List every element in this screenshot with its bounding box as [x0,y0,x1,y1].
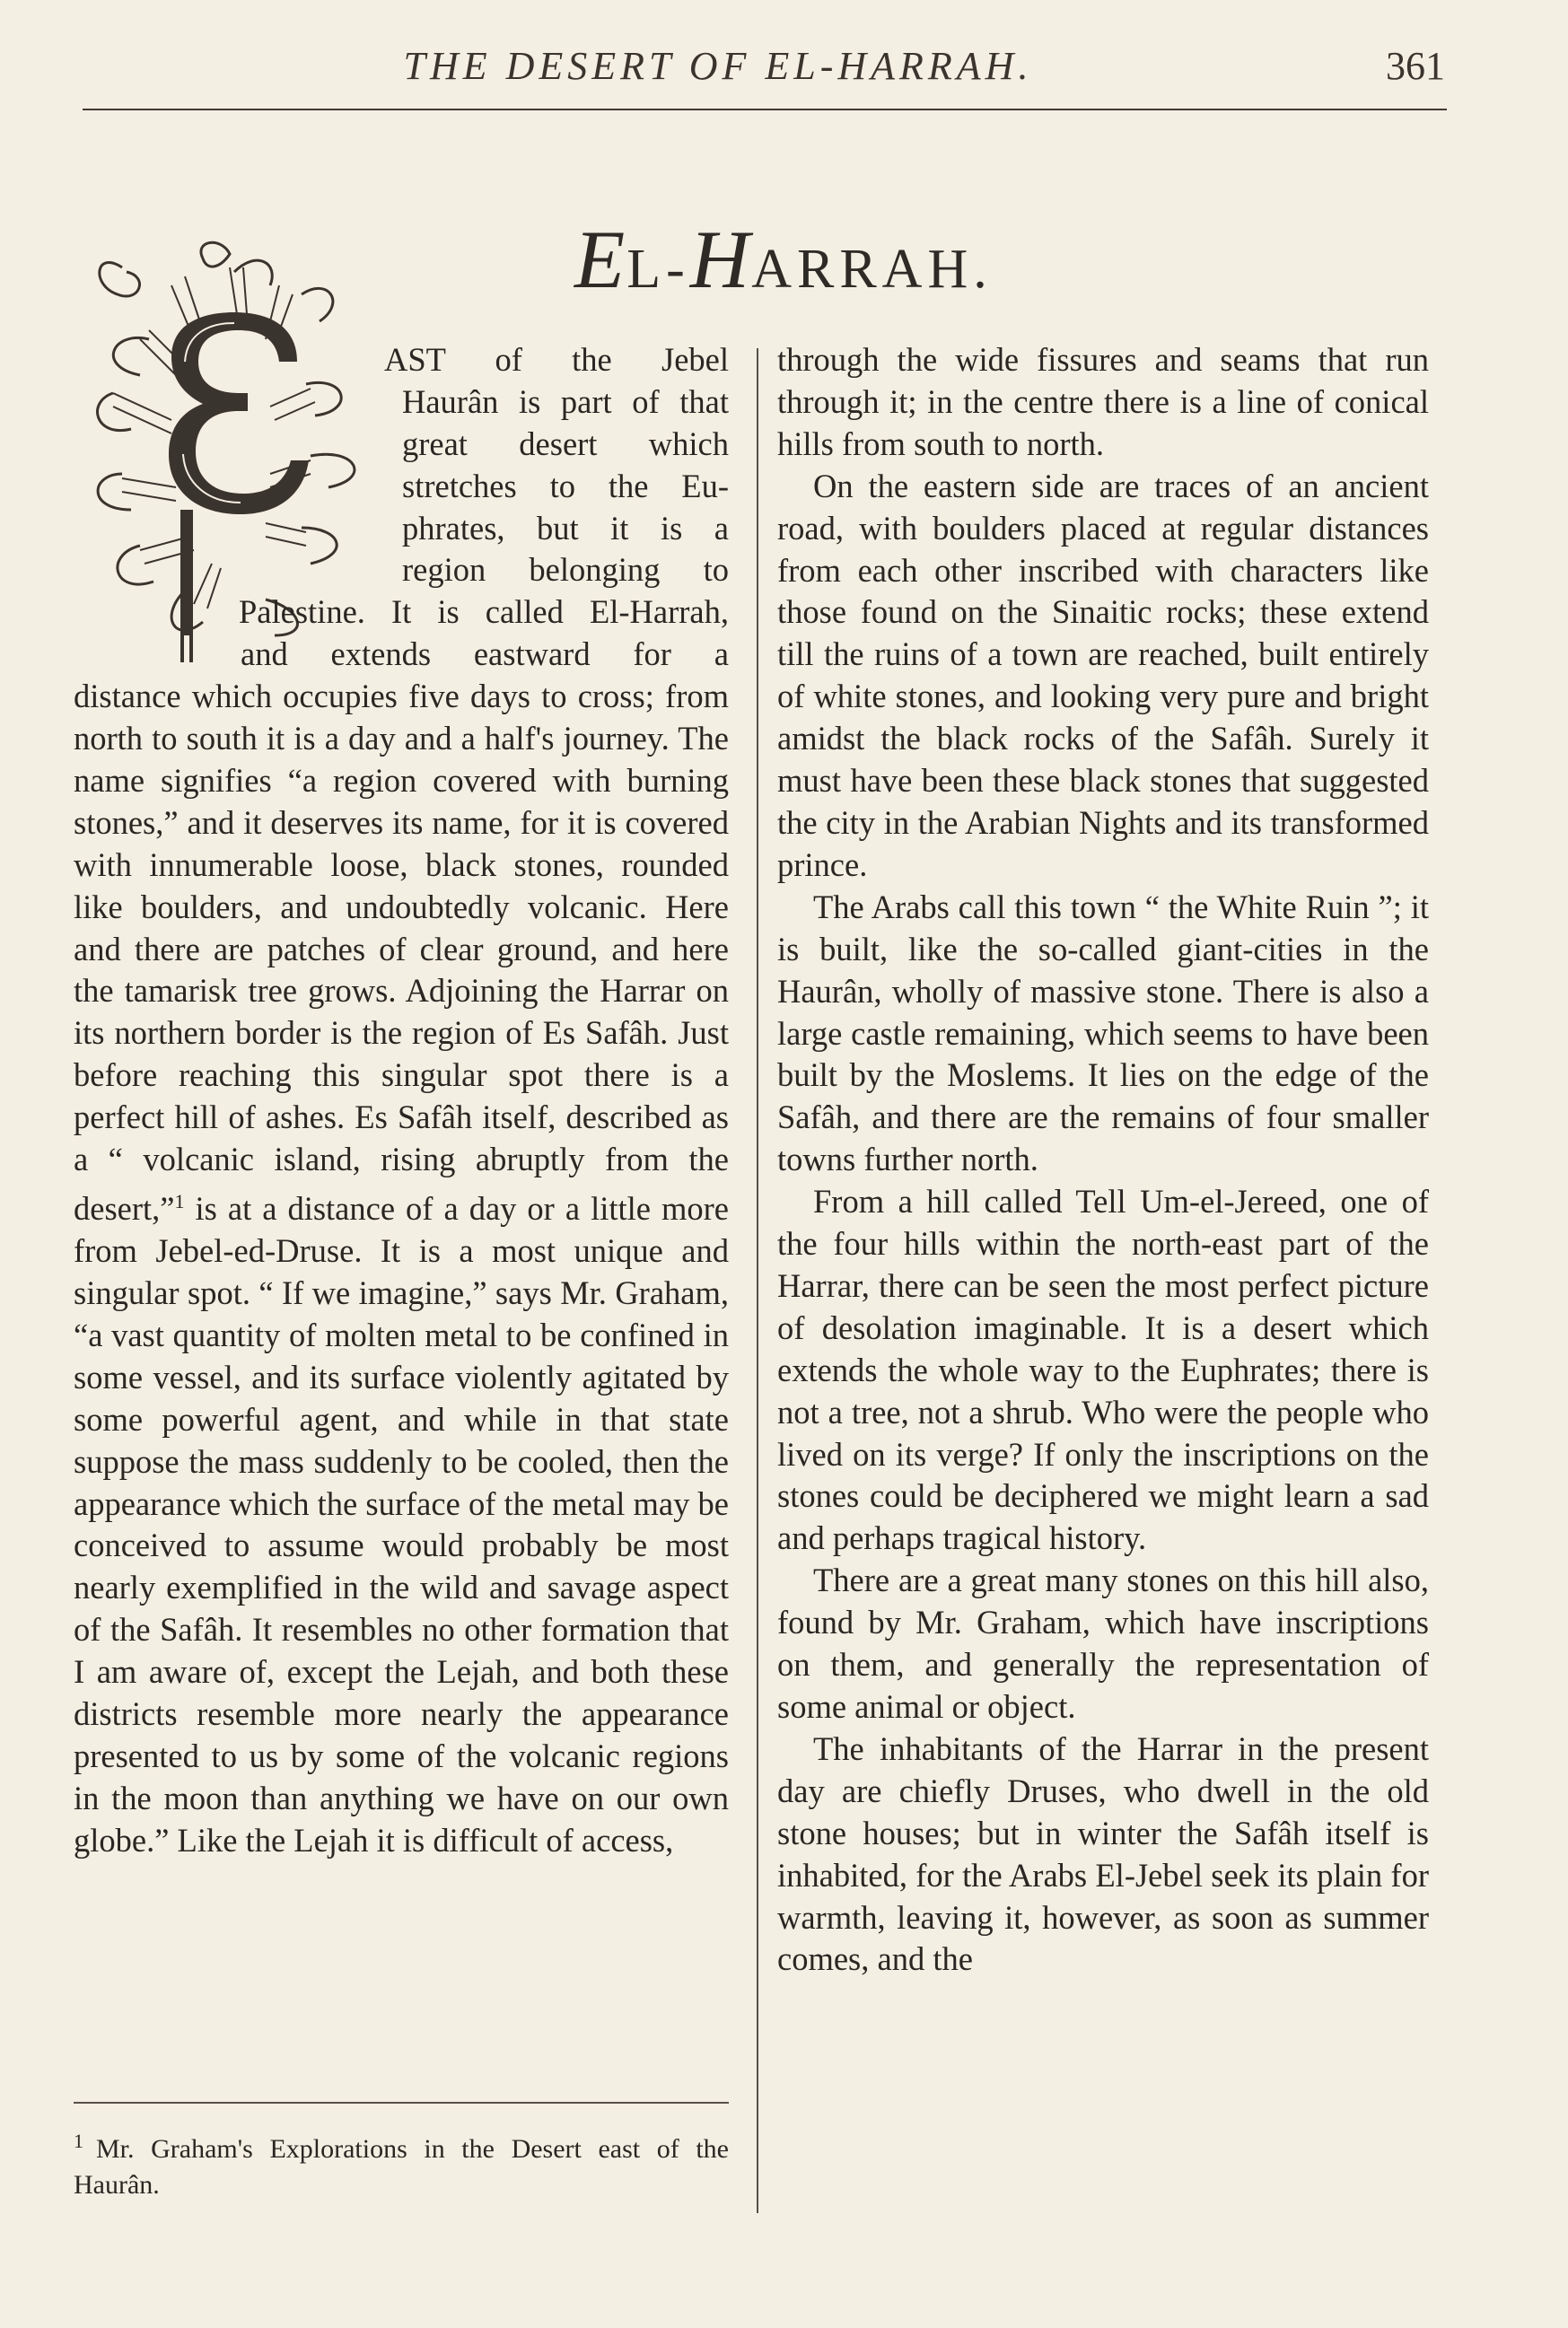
chapter-title-part-2: ARRAH. [751,239,993,300]
column-divider [757,348,758,2213]
left-column-paragraph [74,676,729,1862]
right-paragraph-6: The inhabitants of the Harrar in the present day are chiefly Druses, who dwell in the old stone houses; but in winter the Safâh itself is inhabited, for the Arabs El-Jebel seek its plain for warmth, leaving it, however, as soon as summer comes, and the [777,1729,1429,1978]
right-paragraph-2: On the eastern side are traces of an ancient road, with boulders placed at regular distances from each other inscribed with characters like those found on the Sinaitic rocks; these extend till the ruins of a town are reached, built entirely of white stones, and looking very pure and bright amidst the black rocks of the Safâh. Surely it must have been these black stones that suggested the city in the Arabian Nights and its transformed prince. [777,467,1429,883]
footnote [74,2123,729,2203]
footnote-number: 1 [74,2130,83,2152]
right-paragraph-5: There are a great many stones on this hill also, found by Mr. Graham, which have inscriptions on them, and generally the representation of some animal or object. [777,1562,1429,1725]
chapter-title [574,212,993,307]
chapter-title-part-1: L- [626,239,690,300]
dropcap-line-3: great desert which [402,424,729,462]
footnote-rule [74,2102,729,2104]
chapter-title-initial-1: E [574,214,627,305]
right-paragraph-1: through the wide fissures and seams that run through it; in the centre there is a line of conical hills from south to north. [777,341,1429,462]
left-column-text-1: distance which occupies five days to cross; from north to south it is a day and a half's journey. The name signifies “a region covered with burning stones,” and it deserves its name, for it is covered with innumerable loose, black stones, rounded like boulders, and undoubtedly volcanic. Here and there are patches of clear ground, and here the tamarisk tree grows. Adjoining the Harrar on its northern border is the region of Es Safâh. Just before reaching this singular spot there is a perfect hill of ashes. Es Safâh itself, described as a “ volcanic island, rising abruptly from the desert,” [74,678,729,1228]
running-head-title: THE DESERT OF EL-HARRAH. [403,44,1033,88]
dropcap-line-1: AST of the Jebel [384,341,729,378]
dropcap-line-2: Haurân is part of that [402,382,729,420]
dropcap-line-7: Palestine. It is called El-Harrah, [239,593,729,631]
left-column [74,339,729,1862]
chapter-title-initial-2: H [689,214,752,305]
footnote-reference: 1 [174,1190,185,1212]
header-rule [83,109,1447,110]
page-number: 361 [1386,44,1445,88]
dropcap-line-4: stretches to the Eu- [402,467,729,504]
right-paragraph-3: The Arabs call this town “ the White Ruin ”; it is built, like the so-called giant-cities in the Haurân, wholly of massive stone. There is also a large castle remaining, which seems to have been built by the Moslems. It lies on the edge of the Safâh, and there are the remains of four smaller towns further north. [777,888,1429,1178]
dropcap-line-5: phrates, but it is a [402,509,729,547]
footnote-text: Mr. Graham's Explorations in the Desert east of the Haurân. [74,2134,729,2200]
right-paragraph-4: From a hill called Tell Um-el-Jereed, one of the four hills within the north-east part of the Harrar, there can be seen the most perfect picture of desolation imaginable. It is a desert which extends the whole way to the Euphrates; there is not a tree, not a shrub. Who were the people who lived on its verge? If only the inscriptions on the stones could be deciphered we might learn a sad and perhaps tragical history. [777,1183,1429,1557]
dropcap-line-6: region belonging to [402,551,729,589]
dropcap-line-8: and extends eastward for a [241,635,729,673]
running-head [81,43,1445,97]
right-column [777,339,1429,1981]
left-column-text-2: is at a distance of a day or a little more from Jebel-ed-Druse. It is a most unique and singular spot. “ If we imagine,” says Mr. Graham, “a vast quantity of molten metal to be confined in some vessel, and its surface violently agitated by some powerful agent, and while in that state suppose the mass suddenly to be cooled, then the appearance which the surface of the metal may be conceived to assume would probably be most nearly exemplified in the wild and savage aspect of the Safâh. It resembles no other formation that I am aware of, except the Lejah, and both these districts resemble more nearly the appearance presented to us by some of the volcanic regions in the moon than anything we have on our own globe.” Like the Lejah it is difficult of access, [74,1190,729,1859]
